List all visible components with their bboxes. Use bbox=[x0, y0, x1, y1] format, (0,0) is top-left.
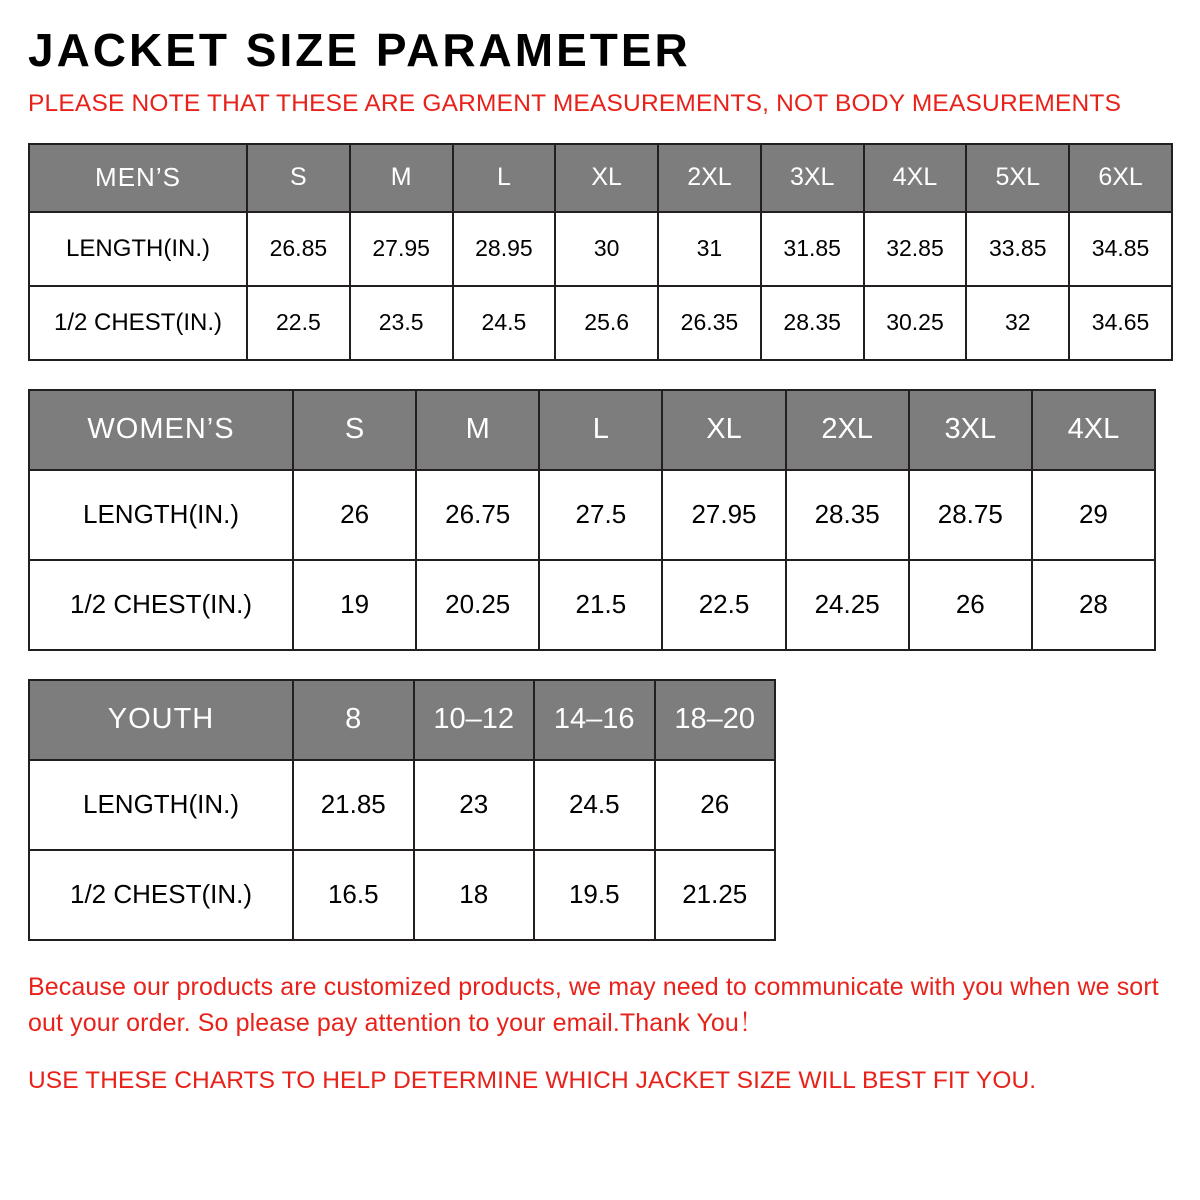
womens-size-header-6: 3XL bbox=[909, 390, 1032, 470]
mens-size-header-9: 6XL bbox=[1069, 144, 1172, 212]
mens-measure-label-1: LENGTH(IN.) bbox=[29, 212, 247, 286]
table-row bbox=[29, 470, 1155, 560]
mens-cell-r1-c7: 32.85 bbox=[864, 212, 967, 286]
customization-note: Because our products are customized products, we may need to communicate with you when we sort out your order. So please pay attention to your email.Thank You！ bbox=[28, 972, 1159, 1037]
mens-size-header-2: M bbox=[350, 144, 453, 212]
youth-cell-r2-c4: 21.25 bbox=[655, 850, 776, 940]
womens-size-header-1: S bbox=[293, 390, 416, 470]
mens-cell-r1-c2: 27.95 bbox=[350, 212, 453, 286]
womens-measure-label-1: LENGTH(IN.) bbox=[29, 470, 293, 560]
mens-cell-r1-c3: 28.95 bbox=[453, 212, 556, 286]
mens-cell-r1-c1: 26.85 bbox=[247, 212, 350, 286]
youth-size-header-2: 10–12 bbox=[414, 680, 535, 760]
table-row bbox=[29, 850, 775, 940]
mens-cell-r2-c5: 26.35 bbox=[658, 286, 761, 360]
page-title: JACKET SIZE PARAMETER bbox=[28, 24, 691, 76]
youth-table-label: YOUTH bbox=[29, 680, 293, 760]
mens-cell-r2-c4: 25.6 bbox=[555, 286, 658, 360]
youth-size-header-3: 14–16 bbox=[534, 680, 655, 760]
womens-cell-r2-c2: 20.25 bbox=[416, 560, 539, 650]
youth-measure-label-1: LENGTH(IN.) bbox=[29, 760, 293, 850]
womens-cell-r1-c3: 27.5 bbox=[539, 470, 662, 560]
youth-cell-r1-c3: 24.5 bbox=[534, 760, 655, 850]
womens-size-header-5: 2XL bbox=[786, 390, 909, 470]
womens-size-header-3: L bbox=[539, 390, 662, 470]
table-row bbox=[29, 560, 1155, 650]
womens-size-table bbox=[28, 389, 1156, 651]
youth-size-header-1: 8 bbox=[293, 680, 414, 760]
mens-cell-r1-c6: 31.85 bbox=[761, 212, 864, 286]
mens-cell-r2-c6: 28.35 bbox=[761, 286, 864, 360]
mens-measure-label-2: 1/2 CHEST(IN.) bbox=[29, 286, 247, 360]
womens-cell-r2-c5: 24.25 bbox=[786, 560, 909, 650]
mens-size-header-1: S bbox=[247, 144, 350, 212]
mens-cell-r2-c7: 30.25 bbox=[864, 286, 967, 360]
mens-table-label: MEN’S bbox=[29, 144, 247, 212]
youth-cell-r2-c3: 19.5 bbox=[534, 850, 655, 940]
mens-size-header-6: 3XL bbox=[761, 144, 864, 212]
garment-measurement-note: PLEASE NOTE THAT THESE ARE GARMENT MEASUREMENTS, NOT BODY MEASUREMENTS bbox=[28, 90, 1122, 118]
womens-cell-r2-c4: 22.5 bbox=[662, 560, 785, 650]
youth-measure-label-2: 1/2 CHEST(IN.) bbox=[29, 850, 293, 940]
mens-cell-r1-c9: 34.85 bbox=[1069, 212, 1172, 286]
table-row bbox=[29, 212, 1172, 286]
table-row bbox=[29, 760, 775, 850]
youth-cell-r1-c1: 21.85 bbox=[293, 760, 414, 850]
youth-header-row bbox=[29, 680, 775, 760]
womens-size-header-7: 4XL bbox=[1032, 390, 1155, 470]
womens-cell-r1-c4: 27.95 bbox=[662, 470, 785, 560]
womens-size-header-2: M bbox=[416, 390, 539, 470]
table-row bbox=[29, 286, 1172, 360]
womens-cell-r2-c7: 28 bbox=[1032, 560, 1155, 650]
mens-cell-r1-c5: 31 bbox=[658, 212, 761, 286]
womens-size-header-4: XL bbox=[662, 390, 785, 470]
mens-cell-r2-c1: 22.5 bbox=[247, 286, 350, 360]
womens-cell-r1-c6: 28.75 bbox=[909, 470, 1032, 560]
womens-table-body bbox=[29, 390, 1155, 650]
youth-cell-r1-c2: 23 bbox=[414, 760, 535, 850]
mens-size-header-7: 4XL bbox=[864, 144, 967, 212]
mens-size-table bbox=[28, 143, 1173, 361]
womens-cell-r1-c2: 26.75 bbox=[416, 470, 539, 560]
youth-cell-r2-c2: 18 bbox=[414, 850, 535, 940]
mens-cell-r1-c8: 33.85 bbox=[966, 212, 1069, 286]
mens-size-header-8: 5XL bbox=[966, 144, 1069, 212]
mens-size-header-4: XL bbox=[555, 144, 658, 212]
mens-cell-r2-c9: 34.65 bbox=[1069, 286, 1172, 360]
mens-cell-r1-c4: 30 bbox=[555, 212, 658, 286]
youth-table-body bbox=[29, 680, 775, 940]
mens-size-header-3: L bbox=[453, 144, 556, 212]
mens-table-body bbox=[29, 144, 1172, 360]
mens-size-header-5: 2XL bbox=[658, 144, 761, 212]
womens-cell-r2-c1: 19 bbox=[293, 560, 416, 650]
womens-cell-r1-c1: 26 bbox=[293, 470, 416, 560]
womens-header-row bbox=[29, 390, 1155, 470]
womens-table-label: WOMEN’S bbox=[29, 390, 293, 470]
youth-size-table bbox=[28, 679, 776, 941]
womens-cell-r2-c3: 21.5 bbox=[539, 560, 662, 650]
womens-measure-label-2: 1/2 CHEST(IN.) bbox=[29, 560, 293, 650]
womens-cell-r1-c5: 28.35 bbox=[786, 470, 909, 560]
youth-cell-r1-c4: 26 bbox=[655, 760, 776, 850]
chart-usage-note: USE THESE CHARTS TO HELP DETERMINE WHICH JACKET SIZE WILL BEST FIT YOU. bbox=[28, 1067, 1037, 1095]
mens-cell-r2-c8: 32 bbox=[966, 286, 1069, 360]
mens-cell-r2-c2: 23.5 bbox=[350, 286, 453, 360]
womens-cell-r1-c7: 29 bbox=[1032, 470, 1155, 560]
womens-cell-r2-c6: 26 bbox=[909, 560, 1032, 650]
mens-cell-r2-c3: 24.5 bbox=[453, 286, 556, 360]
mens-header-row bbox=[29, 144, 1172, 212]
youth-size-header-4: 18–20 bbox=[655, 680, 776, 760]
youth-cell-r2-c1: 16.5 bbox=[293, 850, 414, 940]
